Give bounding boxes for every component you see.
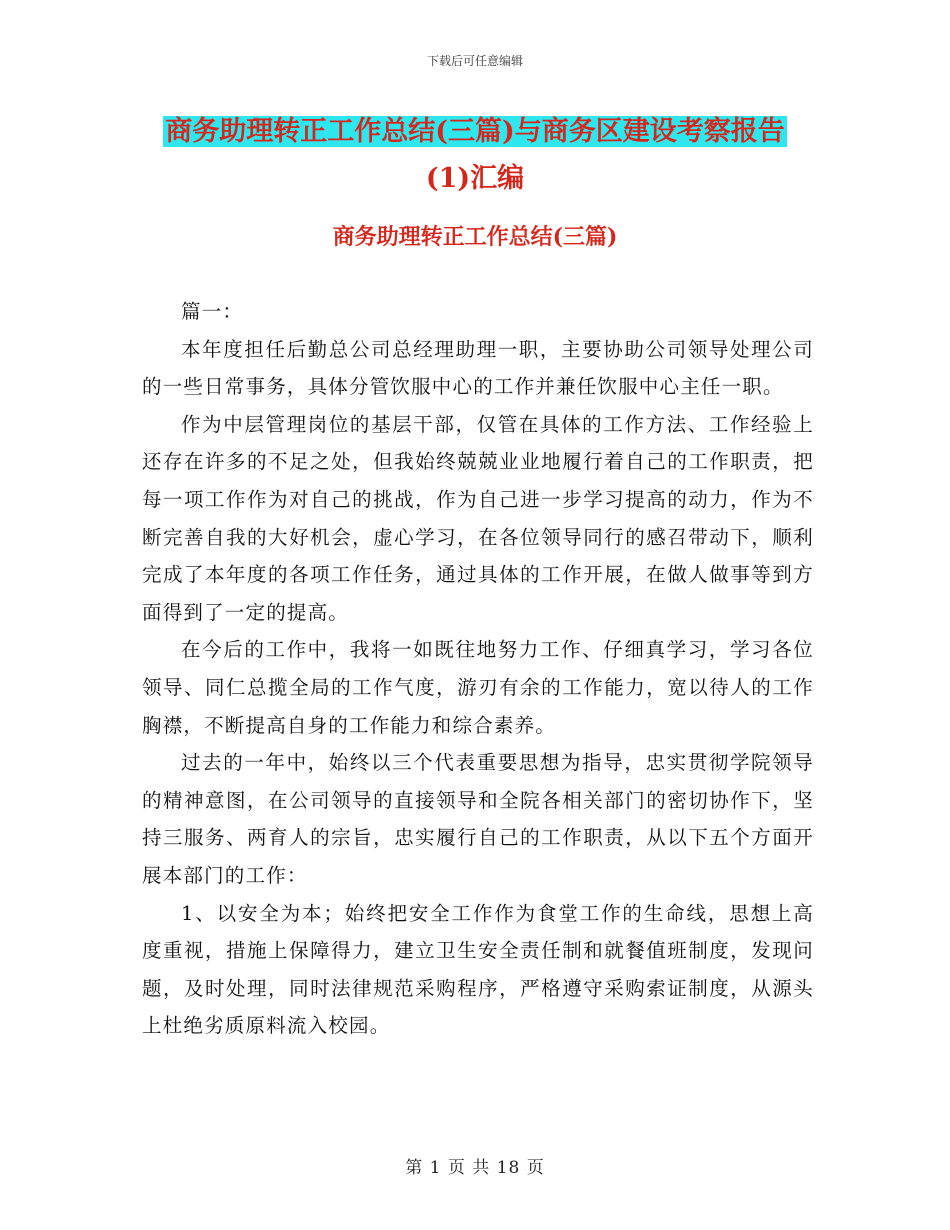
- section-title: 商务助理转正工作总结(三篇): [332, 224, 618, 250]
- document-title-line-2: (1)汇编: [425, 163, 525, 194]
- page-number: 第 1 页 共 18 页: [405, 1158, 545, 1178]
- document-title-line-1: 商务助理转正工作总结(三篇)与商务区建设考察报告: [165, 116, 785, 147]
- document-body: [142, 293, 814, 1045]
- page-header-note: 下载后可任意编辑: [426, 54, 523, 68]
- paragraph: 1、以安全为本；始终把安全工作作为食堂工作的生命线，思想上高度重视，措施上保障得力，建立卫生安全责任制和就餐值班制度，发现问题，及时处理，同时法律规范采购程序，严格遵守采购索证制度，从源头上杜绝劣质原料流入校园。: [142, 901, 814, 1038]
- paragraph: 作为中层管理岗位的基层干部，仅管在具体的工作方法、工作经验上还存在许多的不足之处，但我始终兢兢业业地履行着自己的工作职责，把每一项工作作为对自己的挑战，作为自己进一步学习提高的动力，作为不断完善自我的大好机会，虚心学习，在各位领导同行的感召带动下，顺利完成了本年度的各项工作任务，通过具体的工作开展，在做人做事等到方面得到了一定的提高。: [142, 412, 814, 624]
- paragraph: 篇一：: [181, 300, 244, 323]
- paragraph: 在今后的工作中，我将一如既往地努力工作、仔细真学习，学习各位领导、同仁总揽全局的工作气度，游刃有余的工作能力，宽以待人的工作胸襟，不断提高自身的工作能力和综合素养。: [142, 638, 814, 737]
- paragraph: 过去的一年中，始终以三个代表重要思想为指导，忠实贯彻学院领导的精神意图，在公司领导的直接领导和全院各相关部门的密切协作下，坚持三服务、两育人的宗旨，忠实履行自己的工作职责，从以下五个方面开展本部门的工作：: [142, 751, 814, 887]
- paragraph: 本年度担任后勤总公司总经理助理一职，主要协助公司领导处理公司的一些日常事务，具体分管饮服中心的工作并兼任饮服中心主任一职。: [142, 337, 814, 399]
- document-title: [140, 108, 810, 202]
